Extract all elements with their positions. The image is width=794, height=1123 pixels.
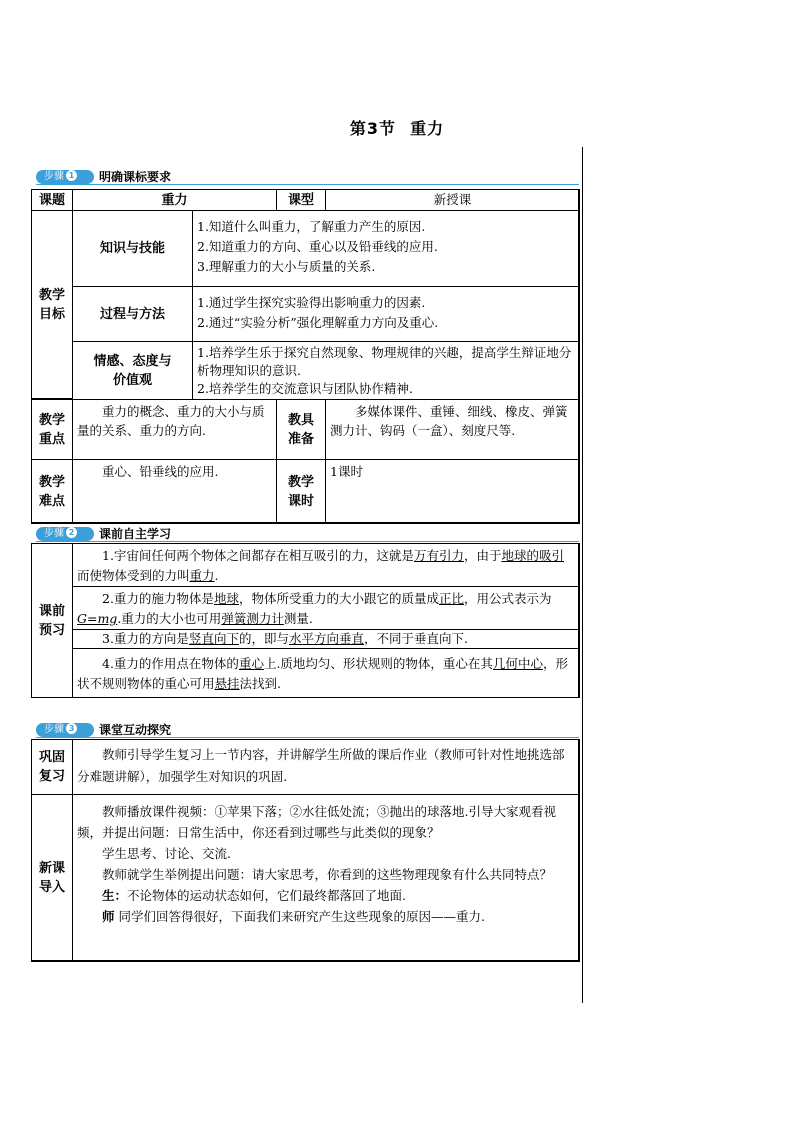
teacher-reply: 师 同学们回答得很好，下面我们来研究产生这些现象的原因——重力. [102, 909, 485, 924]
blank-answer: 几何中心 [492, 656, 543, 671]
page-title [0, 116, 794, 139]
knowledge-skills-content: 1.知道什么叫重力，了解重力产生的原因. 2.知道重力的方向、重心以及铅垂线的应用. 3.理解重力的大小与质量的关系. [192, 210, 580, 287]
blank-answer: 万有引力 [413, 548, 464, 563]
goal-header: 教学目标 [31, 210, 73, 399]
blank-answer: 竖直向下 [188, 631, 239, 646]
key-points-header: 教学重点 [31, 399, 73, 460]
review-header: 巩固复习 [31, 739, 73, 795]
step-1-header [36, 170, 579, 184]
section-name: 重力 [410, 119, 445, 138]
preview-item-3: 3.重力的方向是竖直向下的，即与水平方向垂直，不同于垂直向下. [72, 629, 580, 649]
review-content: 教师引导学生复习上一节内容，并讲解学生所做的课后作业（教师可针对性地挑选部分难题讲解），加强学生对知识的巩固. [72, 739, 580, 795]
margin-rule [582, 147, 583, 1003]
blank-answer: 悬挂 [214, 676, 240, 691]
type-value: 新授课 [325, 189, 580, 211]
type-header: 课型 [276, 189, 326, 211]
tools-header: 教具准备 [276, 399, 326, 460]
step-badge: 步骤 3 [36, 723, 94, 737]
attitude-values-content: 1.培养学生乐于探究自然现象、物理规律的兴趣，提高学生辩证地分析物理知识的意识. 2.培养学生的交流意识与团队协作精神. [192, 341, 580, 400]
preview-item-4: 4.重力的作用点在物体的重心上.质地均匀、形状规则的物体，重心在其几何中心，形状不规则物体的重心可用悬挂法找到. [72, 648, 580, 698]
intro-paragraph: 教师播放课件视频：①苹果下落；②水往低处流；③抛出的球落地.引导大家观看视频，并提出问题：日常生活中，你还看到过哪些与此类似的现象？ [77, 804, 556, 840]
knowledge-skills-header: 知识与技能 [72, 210, 193, 287]
blank-answer: 地球的吸引 [501, 548, 564, 563]
attitude-values-header: 情感、态度与价值观 [72, 341, 193, 400]
intro-content [72, 794, 580, 962]
key-points-value: 重力的概念、重力的大小与质量的关系、重力的方向. [72, 399, 277, 460]
blank-answer: 重力 [189, 568, 215, 583]
topic-header: 课题 [31, 189, 73, 211]
difficulties-value: 重心、铅垂线的应用. [72, 459, 277, 524]
step-3-label: 课堂互动探究 [99, 723, 172, 737]
hours-value: 1课时 [325, 459, 580, 524]
topic-value: 重力 [72, 189, 277, 211]
blank-answer: G=mg [77, 611, 118, 626]
objectives-table [31, 189, 579, 523]
blank-answer: 水平方向垂直 [288, 631, 364, 646]
step-2-header [36, 527, 579, 541]
intro-paragraph: 教师就学生举例提出问题：请大家思考，你看到的这些物理现象有什么共同特点？ [102, 867, 553, 882]
hours-header: 教学课时 [276, 459, 326, 524]
tools-value: 多媒体课件、重锤、细线、橡皮、弹簧测力计、钩码（一盒）、刻度尺等. [325, 399, 580, 460]
preview-table [31, 543, 579, 698]
class-table [31, 739, 579, 961]
blank-answer: 地球 [213, 591, 239, 606]
blank-answer: 重心 [238, 656, 264, 671]
step-2-label: 课前自主学习 [99, 527, 172, 541]
preview-item-1: 1.宇宙间任何两个物体之间都存在相互吸引的力，这就是万有引力，由于地球的吸引而使物体受到的力叫重力. [72, 543, 580, 587]
process-methods-content: 1.通过学生探究实验得出影响重力的因素. 2.通过“实验分析”强化理解重力方向及重心. [192, 286, 580, 342]
section-number: 第3节 [349, 119, 397, 138]
step-3-header [36, 723, 579, 737]
process-methods-header: 过程与方法 [72, 286, 193, 342]
step-badge: 步骤 1 [36, 170, 94, 184]
preview-header: 课前预习 [31, 543, 73, 698]
intro-header: 新课导入 [31, 794, 73, 962]
blank-answer: 正比 [438, 591, 464, 606]
student-answer: 生：不论物体的运动状态如何，它们最终都落回了地面. [102, 888, 406, 903]
step-badge: 步骤 2 [36, 527, 94, 541]
step-1-label: 明确课标要求 [99, 170, 172, 184]
difficulties-header: 教学难点 [31, 459, 73, 524]
intro-paragraph: 学生思考、讨论、交流. [102, 846, 231, 861]
preview-item-2: 2.重力的施力物体是地球，物体所受重力的大小跟它的质量成正比，用公式表示为G=mg.重力的大小也可用弹簧测力计测量. [72, 586, 580, 630]
blank-answer: 弹簧测力计 [221, 611, 284, 626]
